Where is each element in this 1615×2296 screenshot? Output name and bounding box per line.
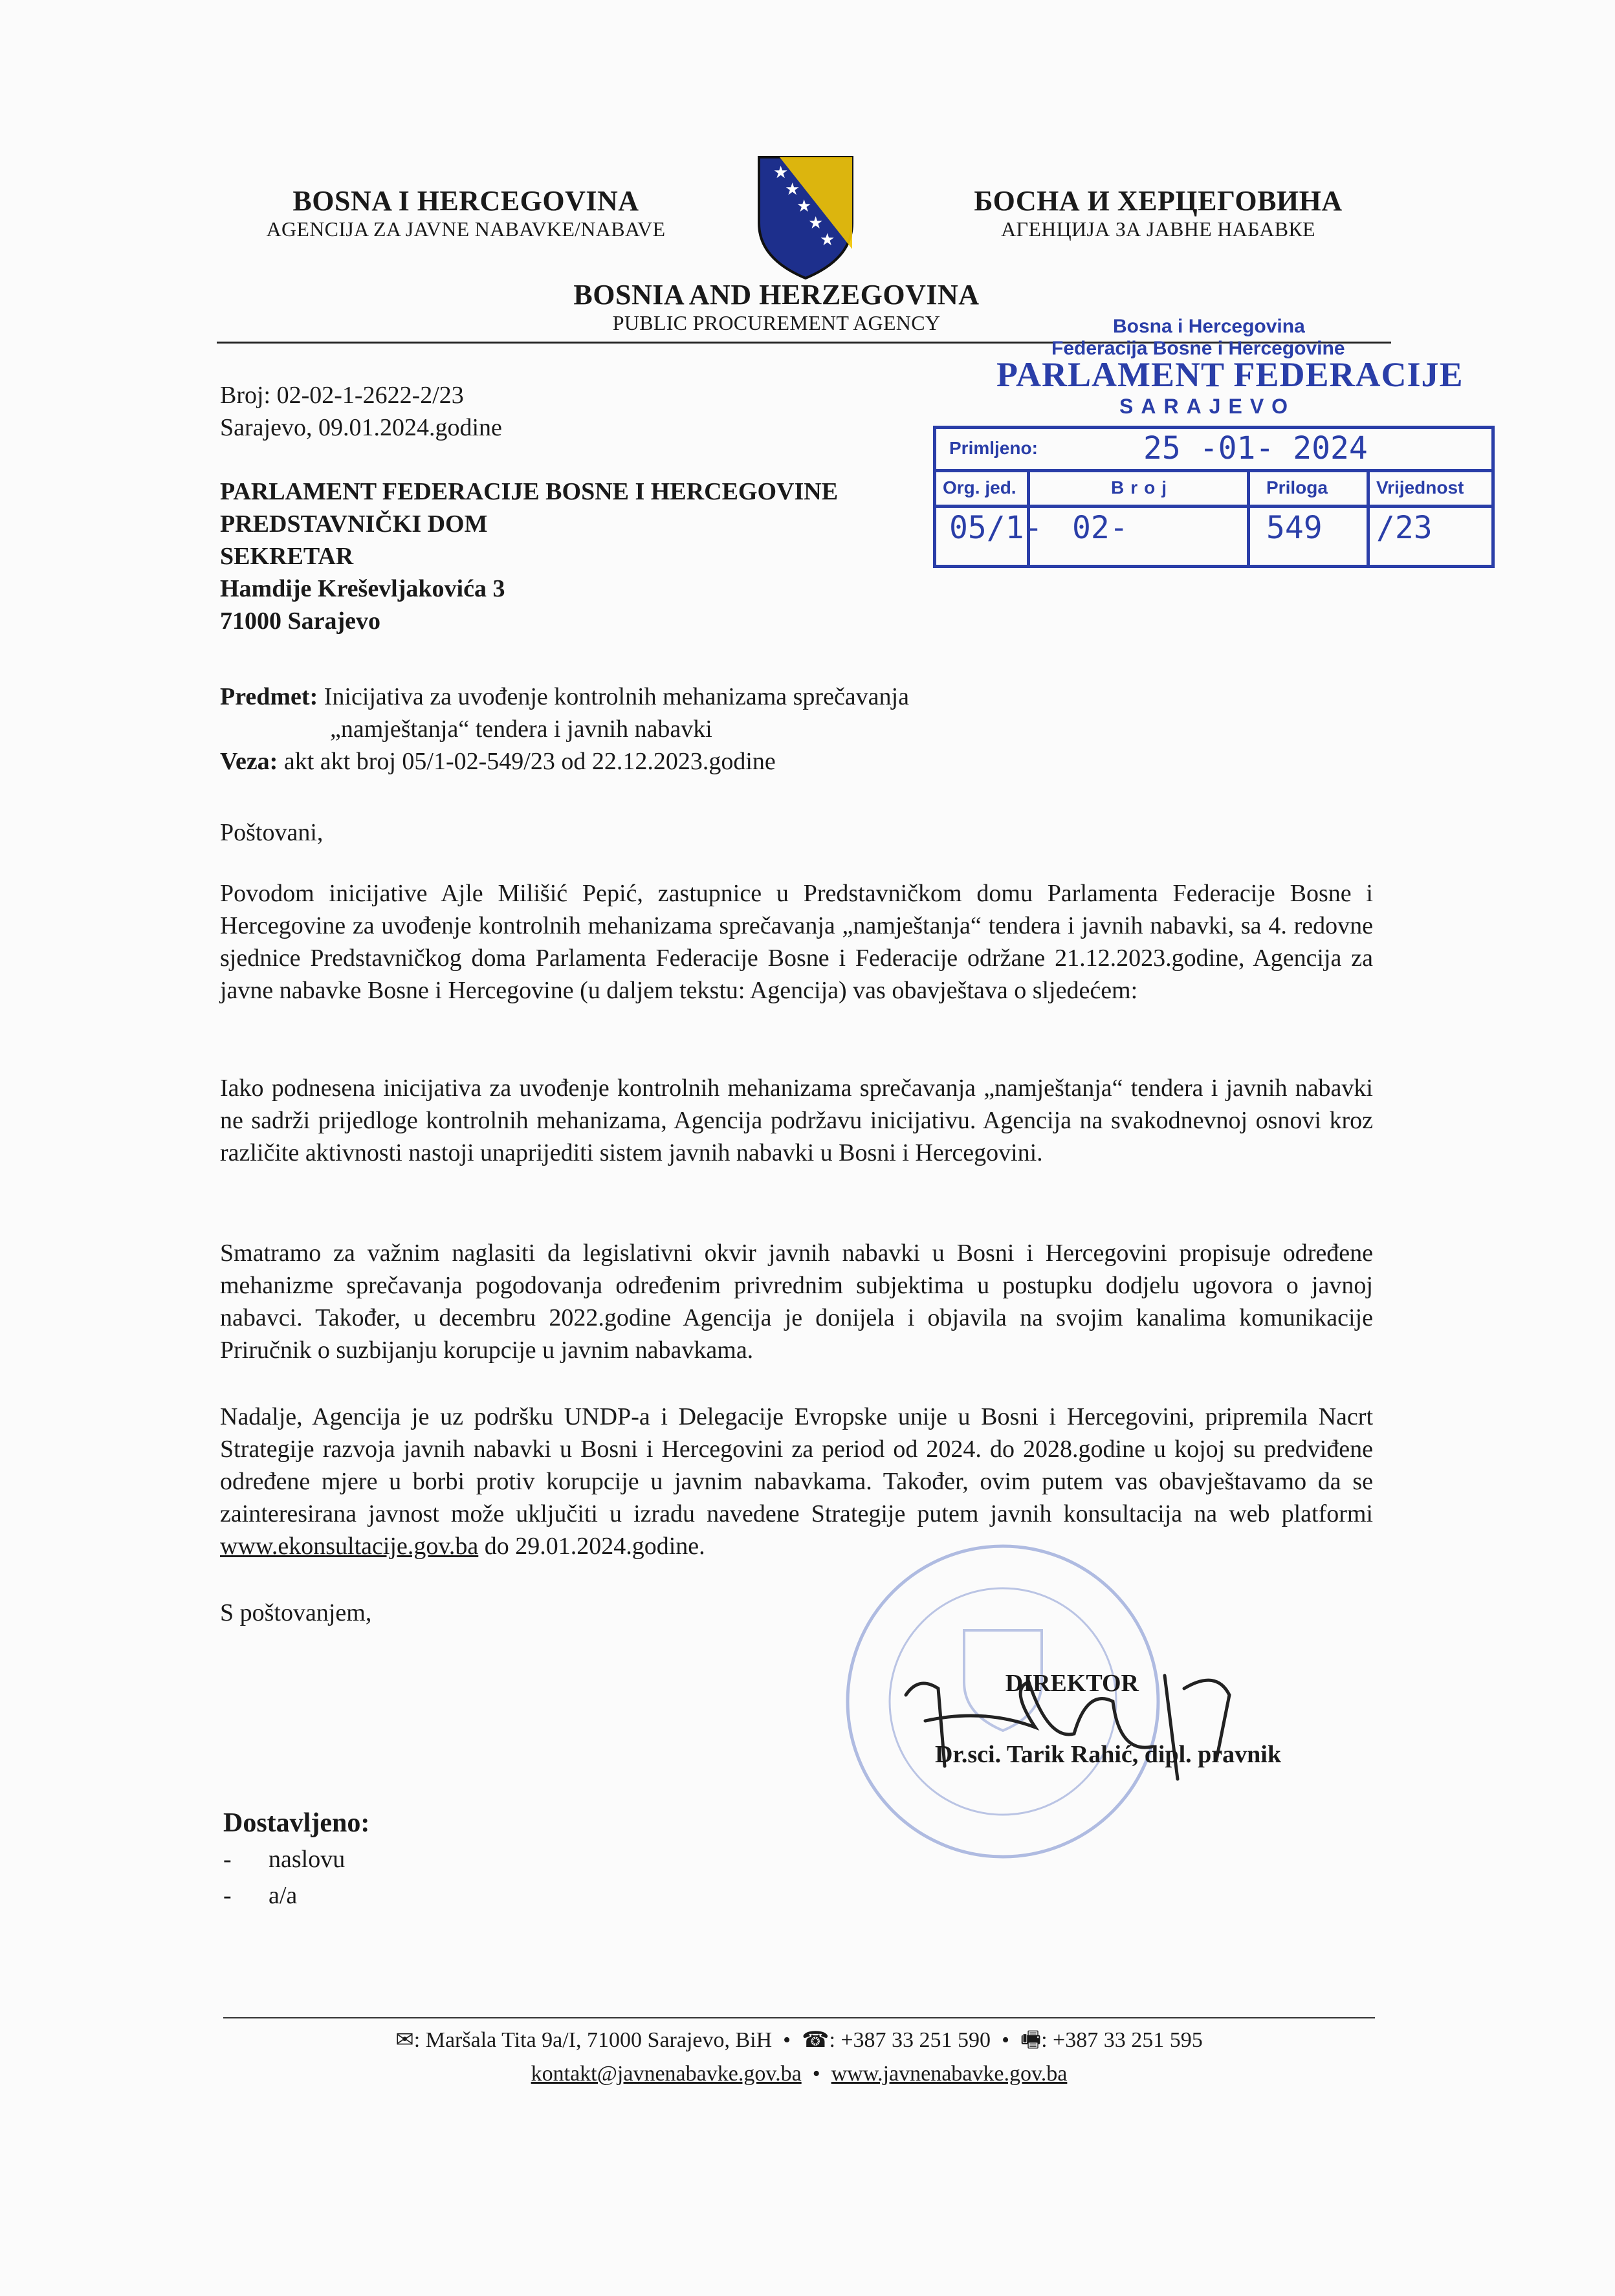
stamp-val-vrijednost: /23 bbox=[1376, 510, 1433, 546]
header-right-subtitle: АГЕНЦИЈА ЗА ЈАВНЕ НАБАВКЕ bbox=[1001, 217, 1315, 241]
greeting: Poštovani, bbox=[220, 819, 324, 846]
body-paragraph-text: do 29.01.2024.godine. bbox=[478, 1533, 705, 1560]
recipient-line: Hamdije Kreševljakovića 3 bbox=[220, 575, 505, 602]
signatory-name: Dr.sci. Tarik Rahić, dipl. pravnik bbox=[935, 1741, 1281, 1768]
stamp-col-vrijednost: Vrijednost bbox=[1376, 477, 1464, 497]
footer-email-link[interactable]: kontakt@javnenabavke.gov.ba bbox=[531, 2062, 802, 2086]
header-right bbox=[925, 184, 1391, 241]
recipient-line: PREDSTAVNIČKI DOM bbox=[220, 510, 488, 538]
body-paragraph-text: Nadalje, Agencija je uz podršku UNDP-a i Delegacije Evropske unije u Bosni i Hercegovini, pripremila Nacrt Strategije razvoja javnih nabavki u Bosni i Hercegovini za period od 2024. do 2028.godine u kojoj su predviđene određene mjere u borbi protiv korupcije u javnim nabavkama. Također, ovim putem vas obavještavamo da se zainteresirana javnost može uključiti u izradu navedene Strategije putem javnih konsultacija na web platformi bbox=[220, 1403, 1373, 1527]
recipient-block bbox=[220, 476, 838, 637]
reference-place-date: Sarajevo, 09.01.2024.godine bbox=[220, 414, 502, 441]
footer-fax: : +387 33 251 595 bbox=[1041, 2028, 1203, 2052]
stamp-line-3: PARLAMENT FEDERACIJE bbox=[996, 355, 1464, 394]
header-right-title: БОСНА И ХЕРЦЕГОВИНА bbox=[974, 185, 1343, 217]
recipient-line: SEKRETAR bbox=[220, 543, 354, 570]
delivered-item: - a/a bbox=[223, 1882, 298, 1909]
reference-number: Broj: 02-02-1-2622-2/23 bbox=[220, 382, 464, 409]
header-center-subtitle: PUBLIC PROCUREMENT AGENCY bbox=[612, 311, 941, 334]
stamp-col-broj: Broj bbox=[1111, 477, 1173, 497]
header-left-title: BOSNA I HERCEGOVINA bbox=[292, 185, 639, 217]
svg-text:★: ★ bbox=[820, 230, 835, 250]
stamp-val-broj: 02- bbox=[1072, 510, 1128, 546]
delivered-item: - naslovu bbox=[223, 1846, 346, 1873]
header-left bbox=[233, 184, 699, 241]
receipt-stamp bbox=[932, 316, 1495, 587]
stamp-received-value: 25 -01- 2024 bbox=[1143, 430, 1368, 466]
recipient-line: PARLAMENT FEDERACIJE BOSNE I HERCEGOVINE bbox=[220, 478, 839, 505]
body-paragraph: Iako podnesena inicijativa za uvođenje kontrolnih mehanizama sprečavanja „namještanja“ tendera i javnih nabavki ne sadrži prijedloge kontrolnih mehanizama, Agencija podržavu inicijativu. Agencija na svakodnevnoj osnovi kroz različite aktivnosti nastoji unaprijediti sistem javnih nabavki u Bosni i Hercegovini. bbox=[220, 1075, 1373, 1166]
subject-text: Inicijativa za uvođenje kontrolnih mehanizama sprečavanja bbox=[318, 683, 909, 710]
consultation-link[interactable]: www.ekonsultacije.gov.ba bbox=[220, 1533, 479, 1560]
subject-text-continued: „namještanja“ tendera i javnih nabavki bbox=[330, 716, 712, 743]
footer-website-link[interactable]: www.javnenabavke.gov.ba bbox=[831, 2062, 1068, 2086]
footer-address: : Maršala Tita 9a/I, 71000 Sarajevo, BiH bbox=[413, 2028, 773, 2052]
stamp-col-org: Org. jed. bbox=[943, 477, 1016, 497]
footer-divider bbox=[223, 2017, 1375, 2018]
stamp-val-prilog: 549 bbox=[1266, 510, 1323, 546]
delivered-title: Dostavljeno: bbox=[223, 1808, 370, 1838]
stamp-received-row bbox=[936, 429, 1491, 472]
footer: ✉: Maršala Tita 9a/I, 71000 Sarajevo, BiH • ☎: +387 33 251 590 • 🖷: +387 33 251 595 kontakt@javnenabavke.gov.ba • www.javnenabavke.gov.ba bbox=[395, 2028, 1203, 2086]
stamp-divider bbox=[1247, 472, 1250, 565]
subject-block bbox=[220, 681, 909, 778]
coat-of-arms-icon bbox=[754, 152, 857, 281]
footer-phone: : +387 33 251 590 bbox=[829, 2028, 991, 2052]
stamp-val-org: 05/1- bbox=[949, 510, 1043, 546]
stamp-line-2: Federacija Bosne i Hercegovine bbox=[1051, 338, 1345, 359]
svg-text:★: ★ bbox=[808, 213, 824, 233]
header-center-title: BOSNIA AND HERZEGOVINA bbox=[573, 279, 980, 311]
svg-text:★: ★ bbox=[785, 180, 800, 199]
link-label: Veza: bbox=[220, 748, 278, 775]
recipient-line: 71000 Sarajevo bbox=[220, 607, 381, 635]
stamp-received-label: Primljeno: bbox=[949, 438, 1038, 458]
closing-salutation: S poštovanjem, bbox=[220, 1599, 372, 1626]
header-left-subtitle: AGENCIJA ZA JAVNE NABAVKE/NABAVE bbox=[266, 217, 666, 241]
stamp-divider bbox=[1367, 472, 1370, 565]
reference-block bbox=[220, 379, 502, 444]
link-text: akt akt broj 05/1-02-549/23 od 22.12.2023.godine bbox=[278, 748, 776, 775]
body-paragraph bbox=[220, 1401, 1373, 1562]
svg-text:★: ★ bbox=[773, 163, 789, 182]
envelope-icon: ✉ bbox=[395, 2028, 414, 2052]
body-paragraph: Smatramo za važnim naglasiti da legislativni okvir javnih nabavki u Bosni i Hercegovini propisuje određene mehanizme sprečavanja pogodovanja određenim privrednim subjektima u postupku dodjelu ugovora o javnoj nabavci. Također, u decembru 2022.godine Agencija je donijela i objavila na svojim kanalima komunikacije Priručnik o suzbijanju korupcije u javnim nabavkama. bbox=[220, 1240, 1373, 1364]
svg-text:★: ★ bbox=[797, 197, 812, 216]
body-paragraph: Povodom inicijative Ajle Milišić Pepić, zastupnice u Predstavničkom domu Parlamenta Federacije Bosne i Hercegovine za uvođenje kontrolnih mehanizama sprečavanja „namještanja“ tendera i javnih nabavki, sa 4. redovne sjednice Predstavničkog doma Parlamenta Federacije Bosne i Federacije održane 21.12.2023.godine, Agencija za javne nabavke Bosne i Hercegovine (u daljem tekstu: Agencija) vas obavještava o sljedećem: bbox=[220, 880, 1373, 1004]
stamp-col-prilog: Priloga bbox=[1266, 477, 1328, 497]
delivered-block bbox=[223, 1805, 369, 1914]
phone-icon: ☎ bbox=[802, 2028, 829, 2052]
stamp-line-1: Bosna i Hercegovina bbox=[1113, 316, 1305, 337]
subject-label: Predmet: bbox=[220, 683, 318, 710]
stamp-table bbox=[933, 426, 1495, 568]
signatory-title: DIREKTOR bbox=[1005, 1670, 1139, 1697]
stamp-header-row bbox=[936, 472, 1491, 508]
fax-icon: 🖷 bbox=[1020, 2028, 1042, 2052]
stamp-line-4: SARAJEVO bbox=[1119, 395, 1296, 418]
